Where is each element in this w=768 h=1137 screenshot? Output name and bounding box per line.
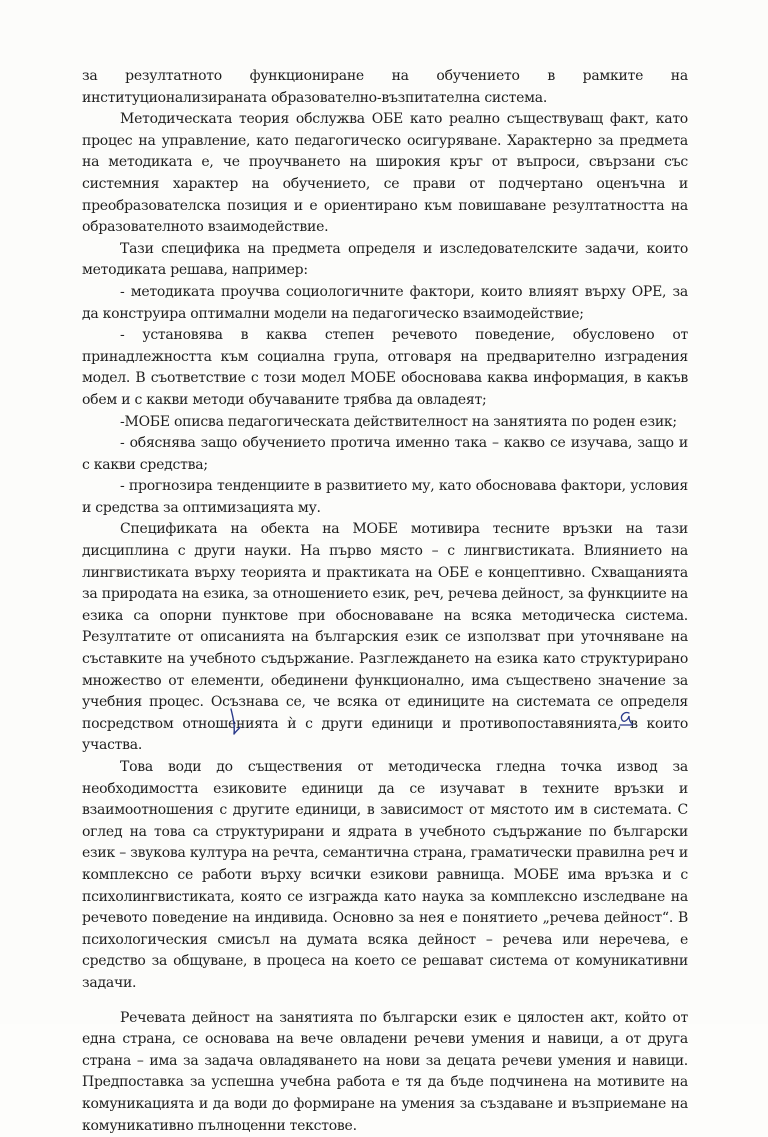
paragraph: Методическата теория обслужва ОБЕ като реално съществуващ факт, като процес на управление, като педагогическо осигуряване. Характерно за предмета на методиката е, че проучването на широкия кръг от въпроси, свързани със системния характер на обучението, се прави от подчертано оценъчна и преобразователска позиция и е ориентирано към повишаване резултатността на образователното взаимодействие.: [82, 111, 688, 236]
handwritten-correction-mark: [616, 708, 636, 728]
paragraph: Това води до съществения от методическа гледна точка извод за необходимостта езиковите единици да се изучават в техните връзки и взаимоотношения с другите единици, в зависимост от мястото им в системата. С оглед на това са структурирани и ядрата в учебното съдържание по български език – звукова култура на речта, семантична страна, граматически правилна реч и комплексно се работи върху всички езикови равнища. МОБЕ има връзка и с психолингвистиката, която се изгражда като наука за комплексно изследване на речевото поведение на индивида. Основно за нея е понятието „речева дейност“. В психологическия смисъл на думата всяка дейност – речева или неречева, е средство за общуване, в процеса на което се решават система от комуникативни задачи.: [82, 759, 688, 991]
paragraph: Речевата дейност на занятията по български език е цялостен акт, който от една страна, се основава на вече овладени речеви умения и навици, а от друга страна – има за задача овладяването на нови за децата речеви умения и навици. Предпоставка за успешна учебна работа е тя да бъде подчинена на мотивите на комуникацията и да води до формиране на умения за създаване и възприемане на комуникативно пълноценни текстове.: [82, 1009, 688, 1134]
list-item: - методиката проучва социологичните фактори, които влияят върху ОРЕ, за да конструира оптимални модели на педагогическо взаимодействие;: [82, 283, 688, 322]
paragraph: Спецификата на обекта на МОБЕ мотивира тесните връзки на тази дисциплина с други науки. На първо място – с лингвистиката. Влиянието на лингвистиката върху теорията и практиката на ОБЕ е концептивно. Схващанията за природата на езика, за отношението език, реч, речева дейност, за функциите на езика са опорни пунктове при обосноваване на всяка методическа система. Резултатите от описанията на българския език се използват при уточняване на съставките на учебното съдържание. Разглеждането на езика като структурирано множество от елементи, обединени функционално, има съществено значение за учебния процес. Осъзнава се, че всяка от единиците на системата се определя посредством отношенията ѝ с други единици и противопоставянията, в които участва.: [82, 521, 688, 754]
paragraph: Тази специфика на предмета определя и изследователските задачи, които методиката решава, например:: [82, 240, 688, 279]
list-item: -МОБЕ описва педагогическата действителност на занятията по роден език;: [120, 413, 677, 430]
list-item: - обяснява защо обучението протича именно така – какво се изучава, защо и с какви средства;: [82, 435, 688, 473]
list-item: - прогнозира тенденциите в развитието му, като обосновава фактори, условия и средства за оптимизацията му.: [82, 478, 688, 516]
paragraph: за резултатното функциониране на обучението в рамките на институционализираната образователно-възпитателна система.: [82, 68, 688, 106]
document-body: [82, 66, 688, 1137]
list-item: - установява в каква степен речевото поведение, обусловено от принадлежността към социална група, отговаря на предварително изградения модел. В съответствие с този модел МОБЕ обосновава каква информация, в какъв обем и с какви методи обучаваните трябва да овладеят;: [82, 327, 688, 408]
handwritten-insert-mark: [228, 707, 242, 737]
